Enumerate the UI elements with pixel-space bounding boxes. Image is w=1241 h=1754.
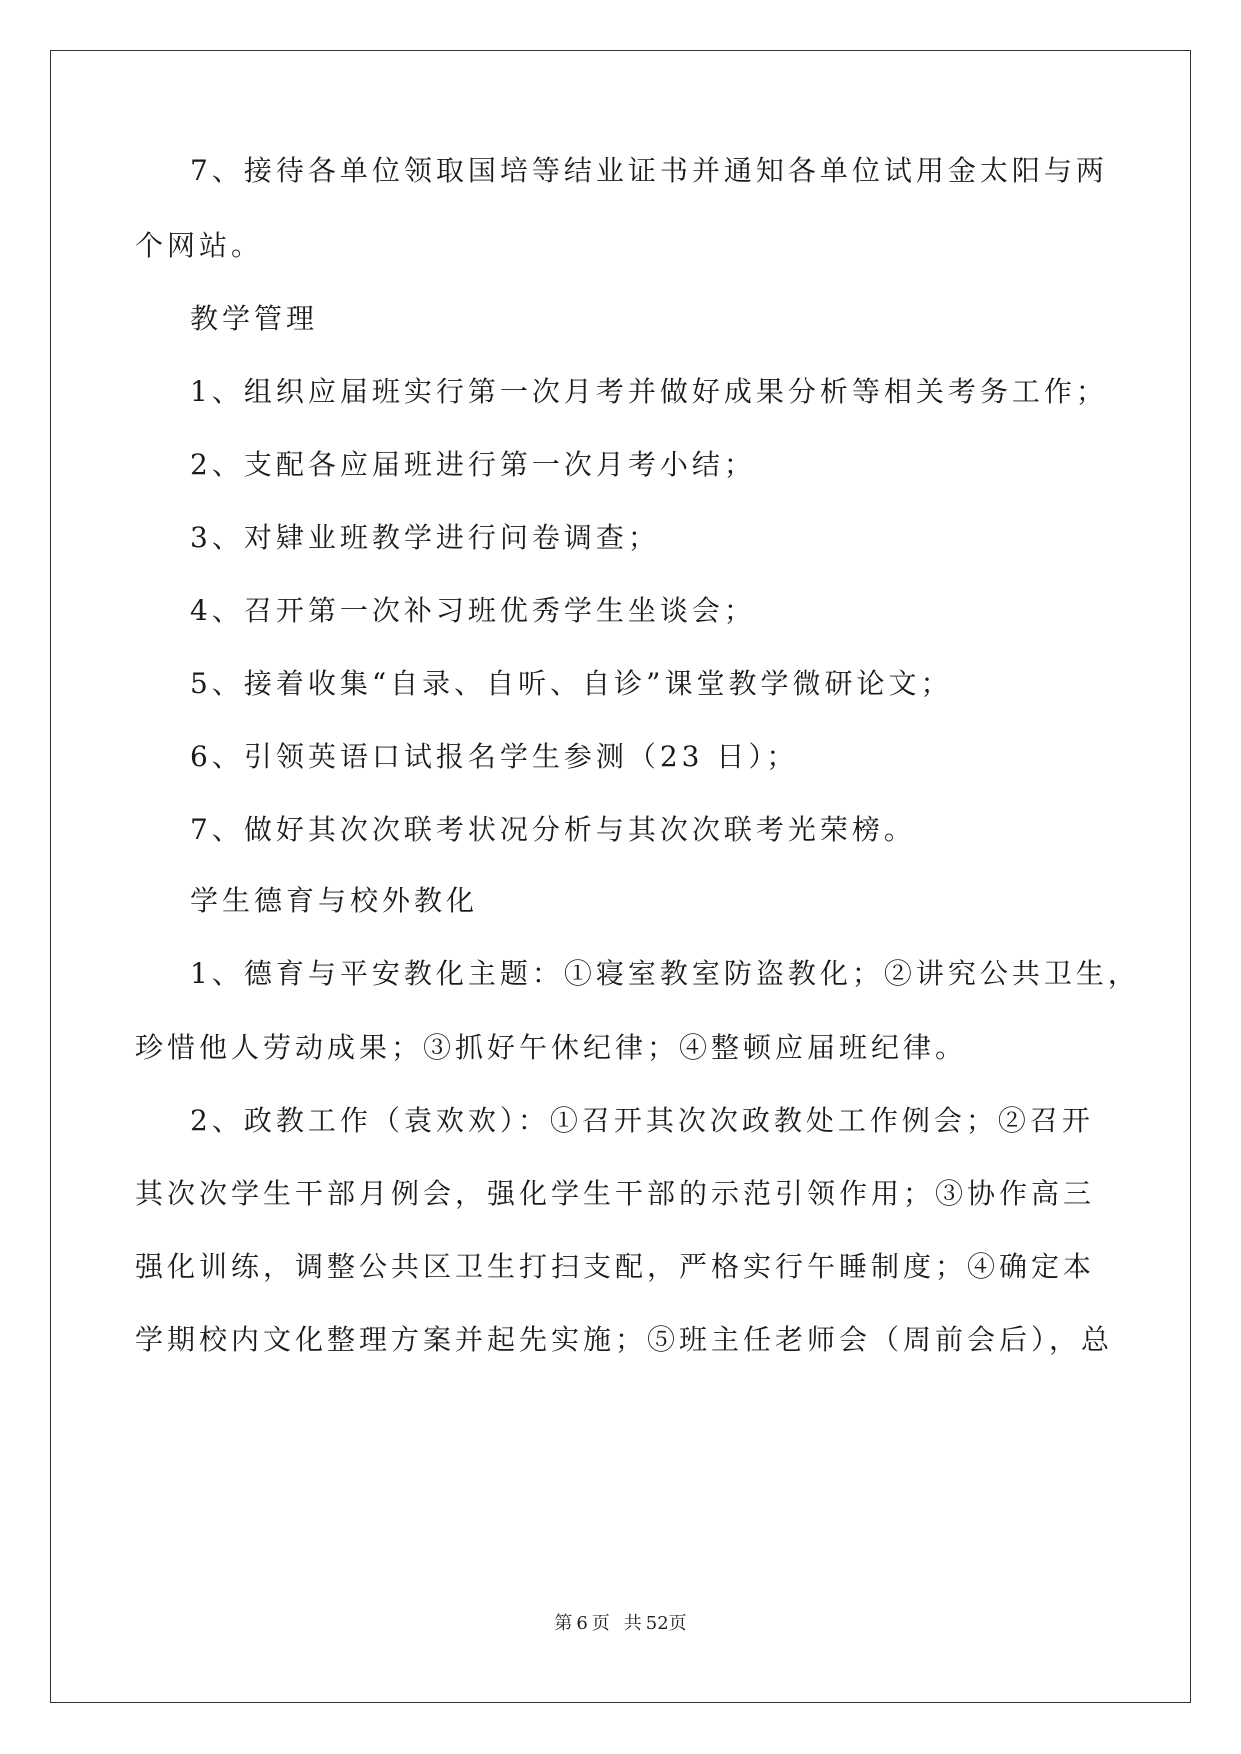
page-word: 页 — [591, 1613, 610, 1634]
section-heading: 学生德育与校外教化 — [190, 884, 479, 917]
paragraph-line: 7、接待各单位领取国培等结业证书并通知各单位试用金太阳与两 — [190, 154, 1108, 187]
section-heading: 教学管理 — [190, 302, 319, 335]
page-border — [50, 50, 1191, 1703]
paragraph-line: 7、做好其次次联考状况分析与其次次联考光荣榜。 — [190, 813, 916, 846]
page-current: 6 — [576, 1613, 588, 1634]
page-total-prefix: 共 — [623, 1613, 642, 1634]
paragraph-line: 其次次学生干部月例会，强化学生干部的示范引领作用；③协作高三 — [135, 1177, 1096, 1210]
paragraph-line: 4、召开第一次补习班优秀学生坐谈会； — [190, 594, 756, 627]
page-total-suffix: 页 — [668, 1613, 687, 1634]
paragraph-line: 1、德育与平安教化主题：①寝室教室防盗教化；②讲究公共卫生， — [190, 957, 1140, 990]
paragraph-line: 强化训练，调整公共区卫生打扫支配，严格实行午睡制度；④确定本 — [135, 1250, 1096, 1283]
page-prefix: 第 — [554, 1613, 573, 1634]
page-total: 52 — [645, 1613, 669, 1634]
paragraph-line: 珍惜他人劳动成果；③抓好午休纪律；④整顿应届班纪律。 — [135, 1031, 968, 1064]
paragraph-line: 3、对肄业班教学进行问卷调查； — [190, 521, 660, 554]
paragraph-line: 个网站。 — [135, 229, 264, 262]
paragraph-line: 6、引领英语口试报名学生参测（23 日）； — [190, 740, 799, 773]
page-number — [0, 1612, 1241, 1636]
paragraph-line: 学期校内文化整理方案并起先实施；⑤班主任老师会（周前会后），总 — [135, 1323, 1114, 1356]
paragraph-line: 2、政教工作（袁欢欢）：①召开其次次政教处工作例会；②召开 — [190, 1104, 1094, 1137]
paragraph-line: 1、组织应届班实行第一次月考并做好成果分析等相关考务工作； — [190, 375, 1108, 408]
paragraph-line: 2、支配各应届班进行第一次月考小结； — [190, 448, 756, 481]
paragraph-line: 5、接着收集“自录、自听、自诊”课堂教学微研论文； — [190, 667, 953, 700]
